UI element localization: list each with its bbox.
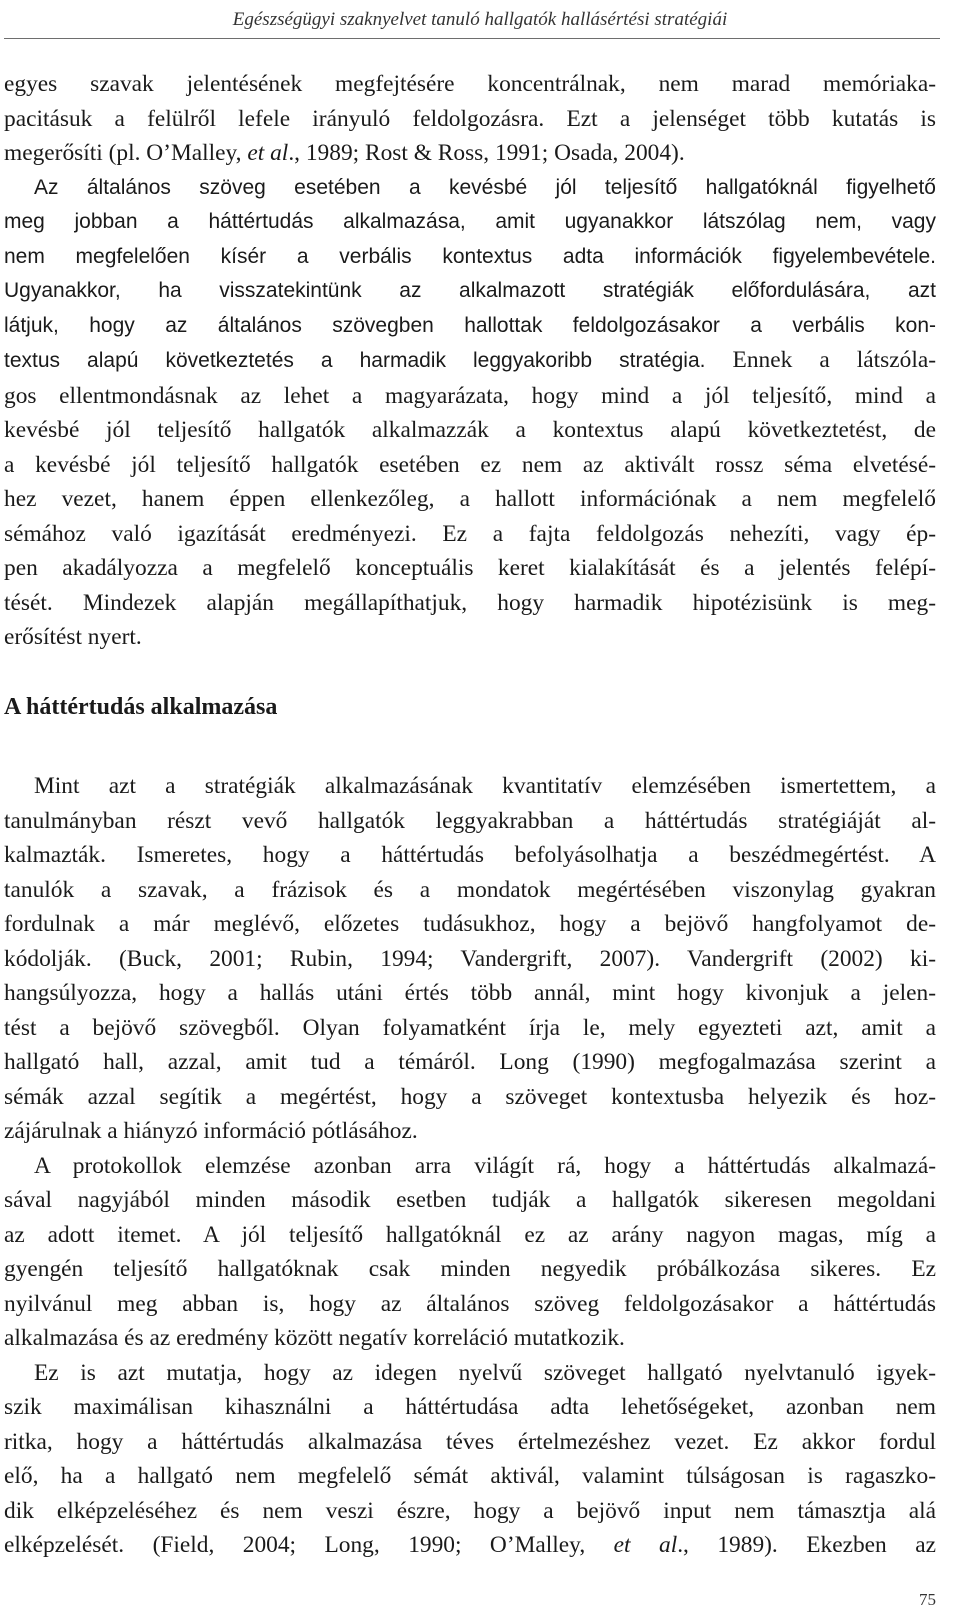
header-divider bbox=[4, 38, 940, 39]
text-line: kódolják. (Buck, 2001; Rubin, 1994; Vandergrift, 2007). Vandergrift (2002) ki- bbox=[4, 945, 936, 972]
text-line: Ez is azt mutatja, hogy az idegen nyelvű szöveget hallgató nyelvtanuló igyek- bbox=[34, 1359, 936, 1386]
text-run: megerősíti (pl. O’Malley, bbox=[4, 140, 248, 166]
text-line bbox=[4, 136, 936, 171]
text-line: zájárulnak a hiányzó információ pótlásához. bbox=[4, 1118, 418, 1144]
text-line: sémák azzal segítik a megértést, hogy a szöveget kontextusba helyezik és hoz- bbox=[4, 1083, 936, 1110]
section-heading: A háttértudás alkalmazása bbox=[4, 693, 278, 720]
text-line: nem megfelelően kísér a verbális kontextus adta információk figyelembevétele. bbox=[4, 244, 936, 268]
text-line: Ugyanakkor, ha visszatekintünk az alkalmazott stratégiák előfordulására, azt bbox=[4, 279, 936, 302]
text-line: hangsúlyozza, hogy a hallás utáni értés több annál, mint hogy kivonjuk a jelen- bbox=[4, 980, 936, 1006]
text-run: elképzelését. (Field, 2004; Long, 1990; O’Malley, bbox=[4, 1532, 614, 1558]
text-line: A protokollok elemzése azonban arra világít rá, hogy a háttértudás alkalmazá- bbox=[34, 1152, 936, 1179]
text-line: elő, ha a hallgató nem megfelelő sémát aktivál, valamint túlságosan is ragaszko- bbox=[4, 1463, 936, 1489]
text-line: Az általános szöveg esetében a kevésbé jól teljesítő hallgatóknál figyelhető bbox=[34, 175, 936, 199]
text-line: gos ellentmondásnak az lehet a magyarázata, hogy mind a jól teljesítő, mind a bbox=[4, 382, 936, 409]
text-line: tését. Mindezek alapján megállapíthatjuk, hogy harmadik hipotézisünk is meg- bbox=[4, 589, 936, 616]
text-line: hez vezet, hanem éppen ellenkezőleg, a hallott információnak a nem megfelelő bbox=[4, 486, 936, 512]
running-header: Egészségügyi szaknyelvet tanuló hallgatók hallásértési stratégiái bbox=[232, 9, 728, 30]
text-line: sával nagyjából minden második esetben tudják a hallgatók sikeresen megoldani bbox=[4, 1187, 936, 1213]
text-line: szik maximálisan kihasználni a háttértudása adta lehetőségeket, azonban nem bbox=[4, 1394, 936, 1420]
text-line: kevésbé jól teljesítő hallgatók alkalmazzák a kontextus alapú következtetést, de bbox=[4, 417, 936, 443]
text-line: ritka, hogy a háttértudás alkalmazása téves értelmezéshez vezet. Ez akkor fordul bbox=[4, 1428, 936, 1455]
italic-text: et al bbox=[613, 1532, 678, 1558]
paragraph bbox=[4, 1356, 936, 1563]
paragraph bbox=[4, 1149, 936, 1356]
text-line: Mint azt a stratégiák alkalmazásának kvantitatív elemzésében ismertettem, a bbox=[34, 773, 936, 799]
text-line: a kevésbé jól teljesítő hallgatók esetében ez nem az aktivált rossz séma elvetésé- bbox=[4, 451, 936, 478]
paragraph-continuation bbox=[4, 67, 936, 655]
text-line bbox=[4, 1528, 936, 1563]
text-line: nyilvánul meg abban is, hogy az általános szöveg feldolgozásakor a háttértudás bbox=[4, 1290, 936, 1317]
text-line: tést a bejövő szövegből. Olyan folyamatként írja le, mely egyezteti azt, amit a bbox=[4, 1014, 936, 1041]
page-body bbox=[4, 67, 936, 1563]
text-line: tanulók a szavak, a frázisok és a mondatok megértésében viszonylag gyakran bbox=[4, 876, 936, 903]
text-line: tanulmányban részt vevő hallgatók leggyakrabban a háttértudás stratégiáját al- bbox=[4, 807, 936, 834]
text-run: ., 1989). Ekezben az bbox=[677, 1532, 936, 1558]
text-run: textus alapú következtetés a harmadik leggyakoribb stratégia. bbox=[4, 349, 706, 372]
text-line: gyengén teljesítő hallgatóknak csak minden negyedik próbálkozása sikeres. Ez bbox=[4, 1256, 936, 1282]
text-line bbox=[4, 343, 936, 379]
text-run: ., 1989; Rost & Ross, 1991; Osada, 2004). bbox=[288, 140, 685, 166]
text-line: hallgató hall, azzal, amit tud a témáról. Long (1990) megfogalmazása szerint a bbox=[4, 1049, 936, 1075]
paragraph bbox=[4, 769, 936, 1149]
text-line: kalmazták. Ismeretes, hogy a háttértudás befolyásolhatja a beszédmegértést. A bbox=[4, 842, 936, 868]
text-line: alkalmazása és az eredmény között negatív korreláció mutatkozik. bbox=[4, 1325, 625, 1351]
text-line: sémához való igazítását eredményezi. Ez a fajta feldolgozás nehezíti, vagy ép- bbox=[4, 520, 936, 547]
text-line: fordulnak a már meglévő, előzetes tudásukhoz, hogy a bejövő hangfolyamot de- bbox=[4, 911, 936, 937]
text-line: pacitásuk a felülről lefele irányuló feldolgozásra. Ezt a jelenséget több kutatás is bbox=[4, 105, 936, 132]
text-line: dik elképzeléséhez és nem veszi észre, hogy a bejövő input nem támasztja alá bbox=[4, 1497, 936, 1524]
text-line: meg jobban a háttértudás alkalmazása, amit ugyanakkor látszólag nem, vagy bbox=[4, 210, 936, 233]
text-line: látjuk, hogy az általános szövegben hallottak feldolgozásakor a verbális kon- bbox=[4, 313, 936, 337]
page-number: 75 bbox=[919, 1590, 936, 1609]
spacer bbox=[4, 724, 936, 769]
text-run: Ennek a látszóla- bbox=[705, 347, 936, 373]
text-line: pen akadályozza a megfelelő konceptuális keret kialakítását és a jelentés felépí- bbox=[4, 555, 936, 581]
text-line: az adott itemet. A jól teljesítő hallgatóknál ez az arány nagyon magas, míg a bbox=[4, 1221, 936, 1248]
text-line: egyes szavak jelentésének megfejtésére koncentrálnak, nem marad memóriaka- bbox=[4, 71, 936, 97]
italic-text: et al bbox=[247, 140, 289, 166]
spacer bbox=[4, 655, 936, 690]
text-line: erősítést nyert. bbox=[4, 624, 142, 650]
